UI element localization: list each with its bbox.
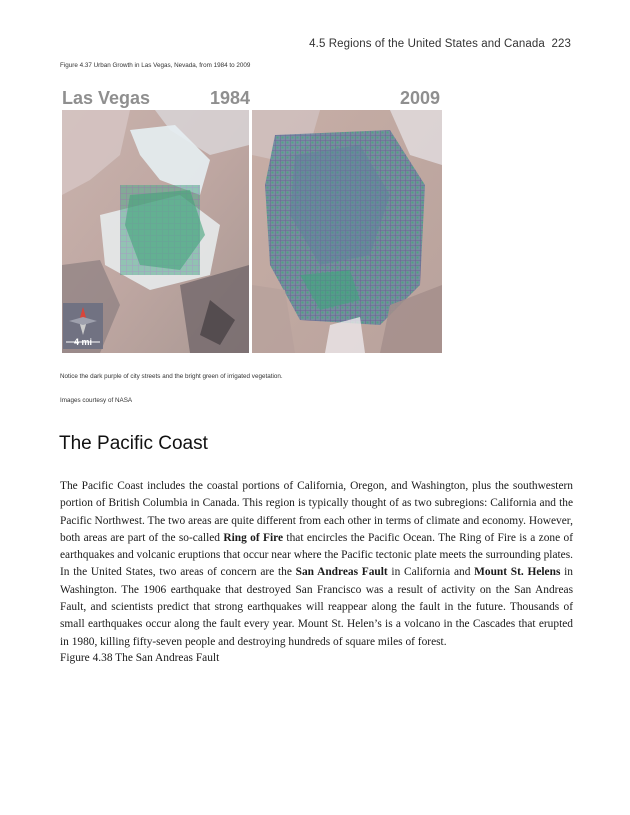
satellite-panel-2009 [252, 110, 442, 353]
paragraph-text-2: that encircles the Pacific Ocean. The Ring of Fire is a zone of earthquakes and volcanic eruptions that occur near where the Pacific tectonic plate meets the surrounding plates. In the United States, two areas of concern are the [60, 531, 574, 579]
las-vegas-satellite-figure [60, 85, 445, 355]
paragraph-text-3: in California and [387, 566, 475, 579]
paragraph-text-4: in Washington. The 1906 earthquake that destroyed San Francisco was a result of activity on the San Andreas Fault, and scientists predict that strong earthquakes will reappear along the fault in the future. Thousands of small earthquakes occur along the fault every year. Mount St. Helen’s is a volcano in the Cascades that erupted in 1980, killing fifty-seven people and destroying hundreds of square miles of forest. [60, 566, 573, 648]
key-term-ring-of-fire: Ring of Fire [223, 531, 284, 544]
body-paragraph [60, 478, 573, 651]
key-term-mount-st-helens: Mount St. Helens [474, 566, 561, 579]
figure-caption: Figure 4.37 Urban Growth in Las Vegas, Nevada, from 1984 to 2009 [60, 62, 251, 69]
section-heading: The Pacific Coast [59, 433, 208, 454]
scale-bar-label: 4 mi [73, 337, 93, 347]
image-title: Las Vegas [62, 88, 151, 108]
year-label-right: 2009 [399, 88, 440, 108]
running-header [309, 38, 571, 50]
key-term-san-andreas-fault: San Andreas Fault [295, 566, 388, 579]
figure-credit: Images courtesy of NASA [60, 397, 133, 404]
paragraph-text-1: The Pacific Coast includes the coastal portions of California, Oregon, and Washington, plus the southwestern portion of British Columbia in Canada. This region is typically thought of as two subregions: California and the Pacific Northwest. The two areas are quite different from each other in terms of climate and economy. However, both areas are part of the so-called [60, 480, 573, 544]
running-head-title: 4.5 Regions of the United States and Canada [309, 38, 545, 50]
satellite-image-pair [60, 85, 445, 355]
figure-note: Notice the dark purple of city streets and the bright green of irrigated vegetation. [60, 373, 283, 380]
year-label-left: 1984 [209, 88, 250, 108]
page-number: 223 [551, 38, 571, 50]
satellite-panel-1984 [62, 110, 249, 353]
figure-reference: Figure 4.38 The San Andreas Fault [60, 652, 220, 664]
